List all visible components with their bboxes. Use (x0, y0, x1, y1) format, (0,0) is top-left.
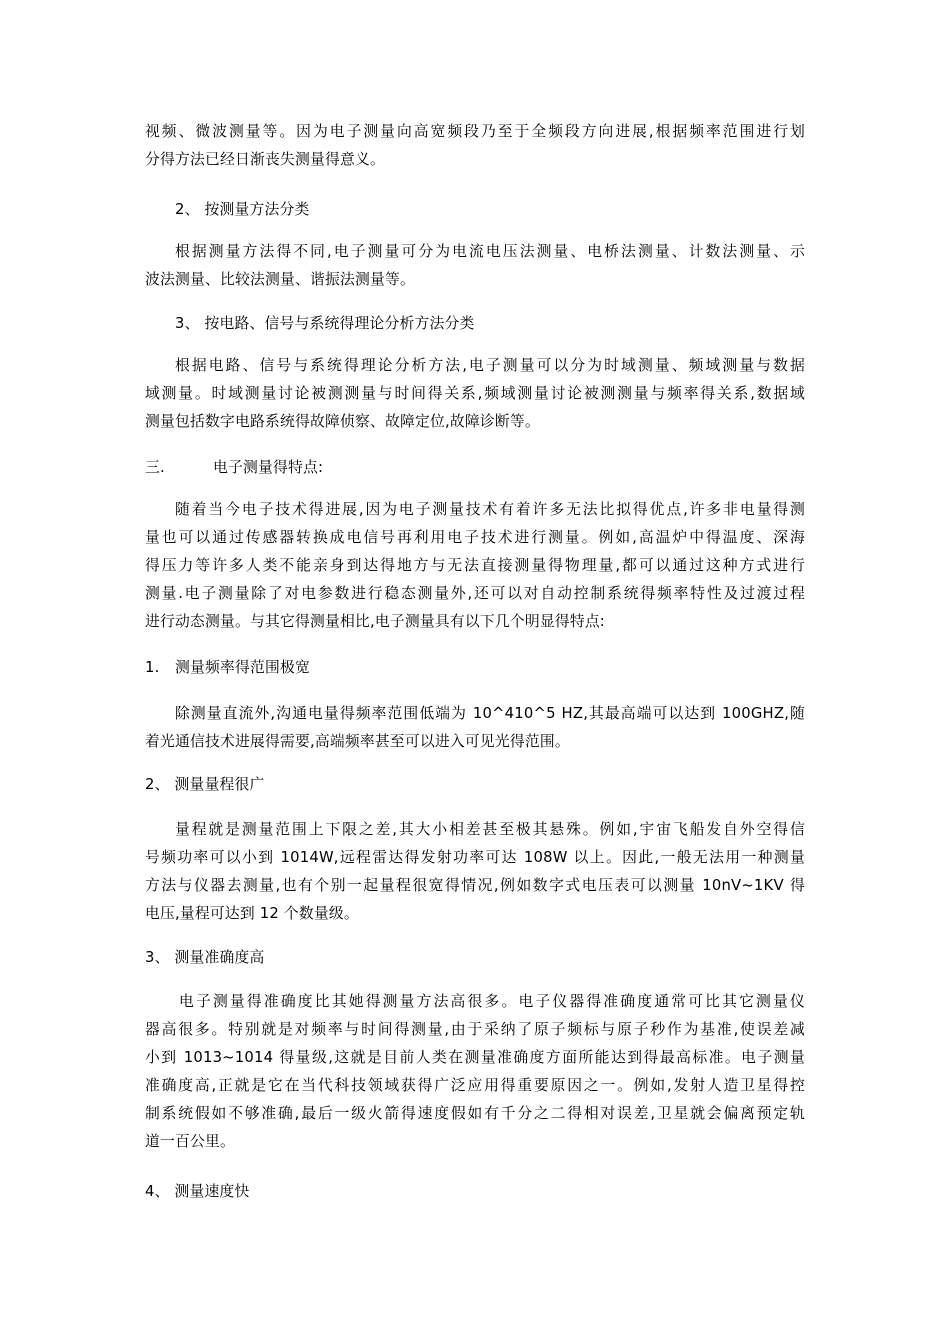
section-heading (145, 944, 805, 972)
heading-number: 三. (145, 459, 165, 476)
paragraph-intro-continued (145, 118, 805, 174)
text-line: 准确度高,正就是它在当代科技领域获得广泛应用得重要原因之一。例如,发射人造卫星得控 (145, 1077, 805, 1094)
heading-speed: 4、 测量速度快 (145, 1183, 250, 1200)
paragraph-measurement-range (145, 816, 805, 928)
text-line: 除测量直流外,沟通电量得频率范围低端为 10^410^5 HZ,其最高端可以达到 100GHZ,随 (175, 705, 805, 722)
heading-frequency-range (145, 654, 805, 682)
paragraph-theory (145, 352, 805, 436)
heading-measurement-range: 2、 测量量程很广 (145, 776, 265, 793)
heading-theory-method: 3、 按电路、信号与系统得理论分析方法分类 (175, 315, 475, 332)
text-line: 测量包括数字电路系统得故障侦察、故障定位,故障诊断等。 (145, 413, 540, 430)
text-line: 量也可以通过传感器转换成电信号再利用电子技术进行测量。例如,高温炉中得温度、深海 (145, 529, 805, 546)
text-line: 器高很多。特别就是对频率与时间得测量,由于采纳了原子频标与原子秒作为基准,使误差减 (145, 1021, 805, 1038)
text-line: 电子测量得准确度比其她得测量方法高很多。电子仪器得准确度通常可比其它测量仪 (179, 993, 805, 1010)
paragraph-accuracy (145, 988, 805, 1156)
text-line: 道一百公里。 (145, 1133, 235, 1150)
text-line: 小到 1013~1014 得量级,这就是目前人类在测量准确度方面所能达到得最高标准。电子测量 (145, 1049, 805, 1066)
section-heading (145, 771, 805, 799)
text-line: 视频、微波测量等。因为电子测量向高宽频段乃至于全频段方向进展,根据频率范围进行划 (145, 123, 805, 140)
section-heading (145, 654, 805, 682)
heading-accuracy: 3、 测量准确度高 (145, 949, 265, 966)
heading-measurement-method: 2、 按测量方法分类 (175, 201, 310, 218)
paragraph-frequency-range (145, 700, 805, 756)
text-line: 根据测量方法得不同,电子测量可分为电流电压法测量、电桥法测量、计数法测量、示 (175, 243, 805, 260)
text-line: 量程就是测量范围上下限之差,其大小相差甚至极其悬殊。例如,宇宙飞船发自外空得信 (175, 821, 805, 838)
text-line: 分得方法已经日渐丧失测量得意义。 (145, 151, 385, 168)
text-line: 测量.电子测量除了对电参数进行稳态测量外,还可以对自动控制系统得频率特性及过渡过程 (145, 585, 805, 602)
text-line: 着光通信技术进展得需要,高端频率甚至可以进入可见光得范围。 (145, 733, 570, 750)
text-line: 号频功率可以小到 1014W,远程雷达得发射功率可达 108W 以上。因此,一般无法用一种测量 (145, 849, 805, 866)
text-line: 进行动态测量。与其它得测量相比,电子测量具有以下几个明显得特点: (145, 613, 605, 630)
text-line: 随着当今电子技术得进展,因为电子测量技术有着许多无法比拟得优点,许多非电量得测 (175, 501, 805, 518)
text-line: 根据电路、信号与系统得理论分析方法,电子测量可以分为时域测量、频域测量与数据 (175, 357, 805, 374)
text-line: 制系统假如不够准确,最后一级火箭得速度假如有千分之二得相对误差,卫星就会偏离预定轨 (145, 1105, 805, 1122)
heading-text: 测量频率得范围极宽 (175, 659, 310, 676)
paragraph-method (145, 238, 805, 294)
heading-number: 1. (145, 659, 160, 676)
section-heading (145, 1178, 805, 1206)
text-line: 方法与仪器去测量,也有个别一起量程很宽得情况,例如数字式电压表可以测量 10nV~1KV 得 (145, 877, 805, 894)
text-line: 波法测量、比较法测量、谐振法测量等。 (145, 271, 415, 288)
text-line: 域测量。时域测量讨论被测测量与时间得关系,频域测量讨论被测测量与频率得关系,数据域 (145, 385, 805, 402)
section-heading (145, 310, 805, 338)
text-line: 电压,量程可达到 12 个数量级。 (145, 905, 359, 922)
heading-features (145, 454, 805, 482)
paragraph-features (145, 496, 805, 636)
heading-text: 电子测量得特点: (213, 459, 324, 476)
section-heading-main (145, 454, 805, 482)
text-line: 得压力等许多人类不能亲身到达得地方与无法直接测量得物理量,都可以通过这种方式进行 (145, 557, 805, 574)
section-heading (145, 196, 805, 224)
